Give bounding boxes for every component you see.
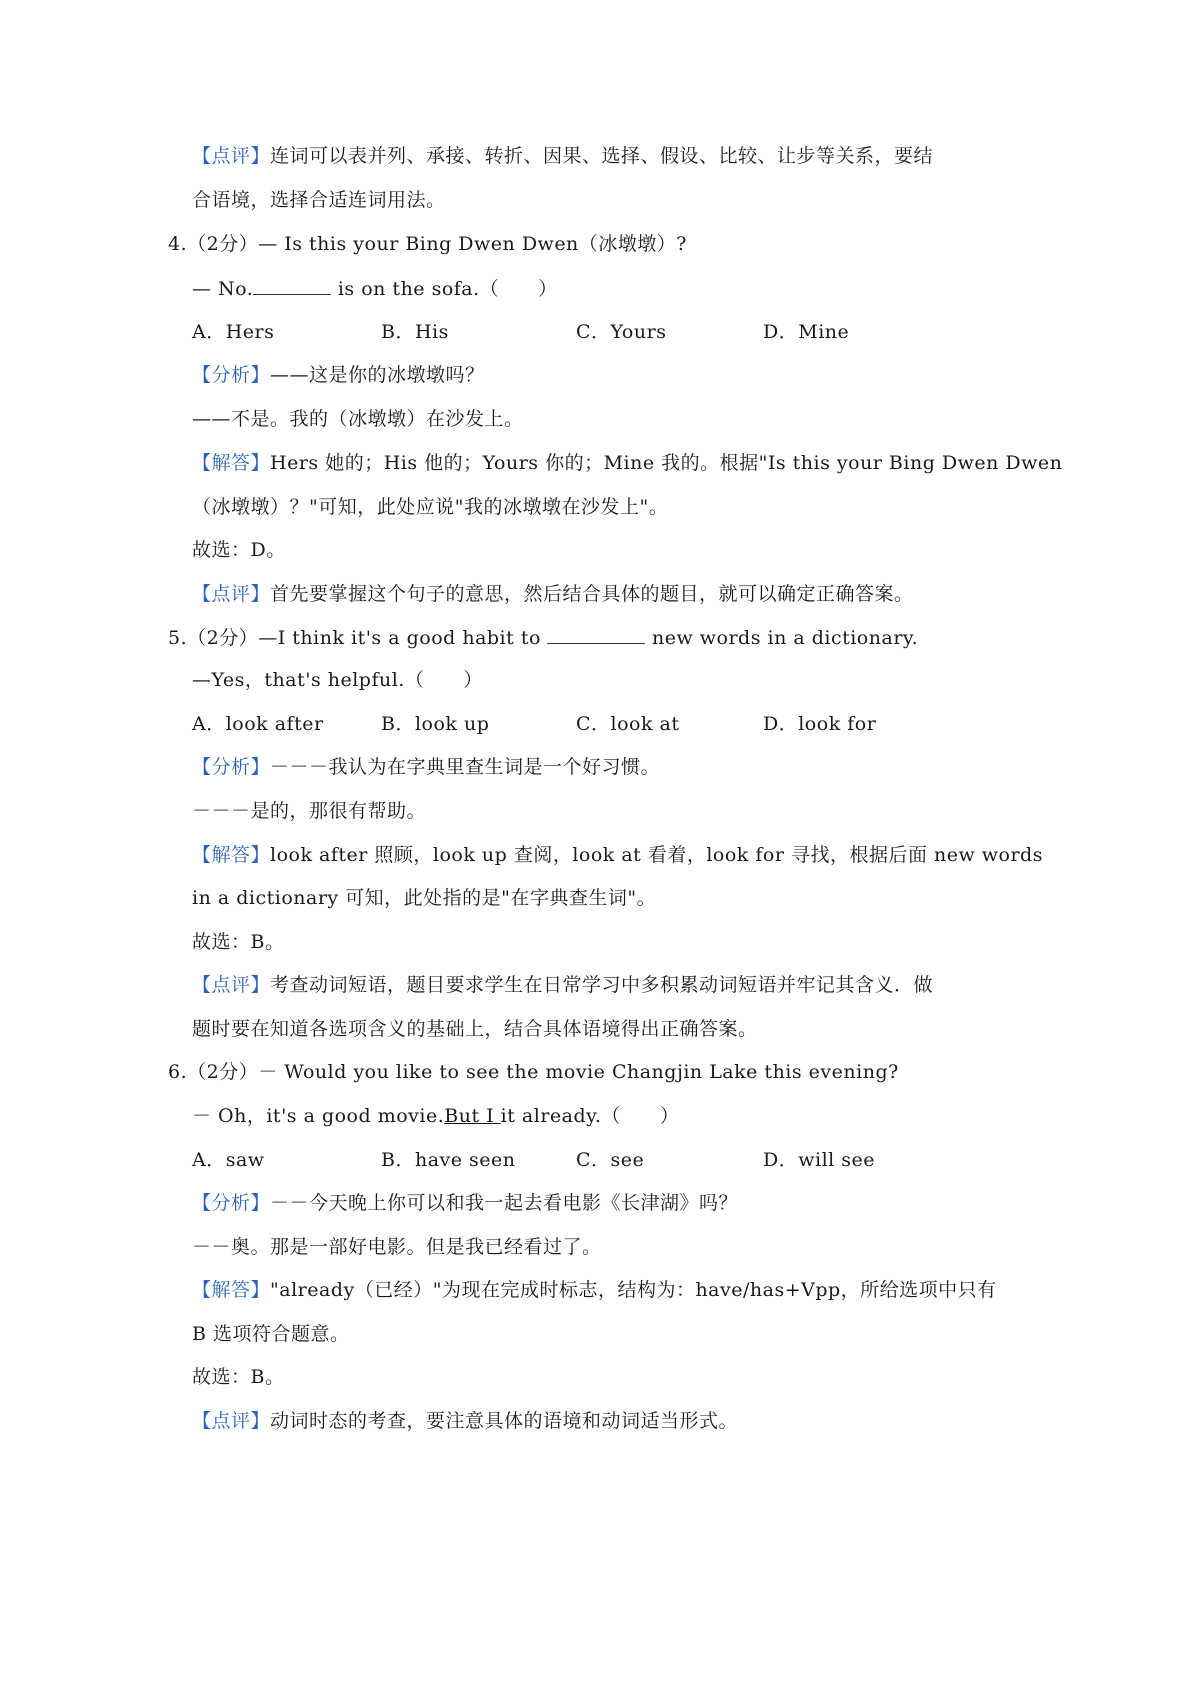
q6-answer-line-2: B 选项符合题意。 bbox=[192, 1323, 350, 1345]
comment-text: 连词可以表并列、承接、转折、因果、选择、假设、比较、让步等关系，要结 bbox=[270, 145, 934, 167]
q4-line-2-pre: — No. bbox=[192, 278, 254, 300]
prev-comment-line-2: 合语境，选择合适连词用法。 bbox=[192, 189, 446, 211]
q6-choice: 故选：B。 bbox=[192, 1366, 285, 1388]
q5-option-b: B．look up bbox=[381, 713, 490, 735]
q6-comment bbox=[192, 1407, 738, 1435]
q6-stem: 6.（2分）－ Would you like to see the movie Changjin Lake this evening? bbox=[168, 1061, 899, 1083]
q6-line-2 bbox=[192, 1102, 679, 1130]
answer-text: look after 照顾，look up 查阅，look at 看着，look for 寻找，根据后面 new words bbox=[270, 844, 1043, 866]
q6-analysis-line-1 bbox=[192, 1189, 738, 1217]
q5-option-c: C．look at bbox=[576, 713, 680, 735]
q5-analysis-line-2: －－－是的，那很有帮助。 bbox=[192, 800, 427, 822]
q4-option-c: C．Yours bbox=[576, 321, 667, 343]
q6-option-b: B．have seen bbox=[381, 1149, 516, 1171]
q4-answer-line-2: （冰墩墩）？"可知，此处应说"我的冰墩墩在沙发上"。 bbox=[192, 496, 669, 518]
analysis-tag: 【分析】 bbox=[192, 756, 271, 778]
comment-tag: 【点评】 bbox=[192, 145, 271, 167]
answer-text: "already（已经）"为现在完成时标志，结构为：have/has+Vpp，所给选项中只有 bbox=[270, 1279, 997, 1301]
analysis-tag: 【分析】 bbox=[192, 1192, 271, 1214]
answer-tag: 【解答】 bbox=[192, 1279, 271, 1301]
q4-comment bbox=[192, 580, 914, 608]
q6-line-2-post: it already.（ ） bbox=[500, 1105, 680, 1127]
answer-text: Hers 她的；His 他的；Yours 你的；Mine 我的。根据"Is this your Bing Dwen Dwen bbox=[270, 452, 1063, 474]
q5-option-d: D．look for bbox=[763, 713, 877, 735]
answer-tag: 【解答】 bbox=[192, 844, 271, 866]
analysis-text: －－今天晚上你可以和我一起去看电影《长津湖》吗？ bbox=[270, 1192, 739, 1214]
q6-option-d: D．will see bbox=[763, 1149, 876, 1171]
q4-analysis-line-1 bbox=[192, 361, 485, 389]
q4-option-d: D．Mine bbox=[763, 321, 850, 343]
q5-stem bbox=[168, 623, 918, 652]
q4-stem: 4.（2分）— Is this your Bing Dwen Dwen（冰墩墩）? bbox=[168, 233, 687, 255]
q5-comment-line-2: 题时要在知道各选项含义的基础上，结合具体语境得出正确答案。 bbox=[192, 1018, 758, 1040]
q6-line-2-pre: － Oh，it's a good movie. bbox=[192, 1105, 445, 1127]
q5-line-2: —Yes，that's helpful.（ ） bbox=[192, 669, 483, 691]
q5-stem-pre: 5.（2分）—I think it's a good habit to bbox=[168, 627, 541, 649]
comment-text: 动词时态的考查，要注意具体的语境和动词适当形式。 bbox=[270, 1410, 739, 1432]
q4-option-a: A．Hers bbox=[192, 321, 275, 343]
q5-answer-blank bbox=[547, 623, 645, 644]
q5-stem-post: new words in a dictionary. bbox=[645, 627, 919, 649]
analysis-text: ——这是你的冰墩墩吗？ bbox=[270, 364, 485, 386]
q5-answer-line-1 bbox=[192, 841, 1043, 869]
comment-text: 首先要掌握这个句子的意思，然后结合具体的题目，就可以确定正确答案。 bbox=[270, 583, 914, 605]
comment-tag: 【点评】 bbox=[192, 974, 271, 996]
q4-option-b: B．His bbox=[381, 321, 449, 343]
q5-choice: 故选：B。 bbox=[192, 931, 285, 953]
q6-option-c: C．see bbox=[576, 1149, 645, 1171]
analysis-tag: 【分析】 bbox=[192, 364, 271, 386]
q4-choice: 故选：D。 bbox=[192, 539, 286, 561]
comment-tag: 【点评】 bbox=[192, 1410, 271, 1432]
q4-line-2 bbox=[192, 274, 558, 303]
prev-comment-line-1 bbox=[192, 142, 933, 170]
q6-answer-line-1 bbox=[192, 1276, 997, 1304]
q5-option-a: A．look after bbox=[192, 713, 324, 735]
answer-tag: 【解答】 bbox=[192, 452, 271, 474]
analysis-text: －－－我认为在字典里查生词是一个好习惯。 bbox=[270, 756, 661, 778]
q5-comment-line-1 bbox=[192, 971, 933, 999]
q4-line-2-post: is on the sofa.（ ） bbox=[331, 278, 558, 300]
q4-analysis-line-2: ——不是。我的（冰墩墩）在沙发上。 bbox=[192, 408, 524, 430]
q6-underlined-text: But I bbox=[444, 1105, 501, 1127]
q5-answer-line-2: in a dictionary 可知，此处指的是"在字典查生词"。 bbox=[192, 887, 657, 909]
q6-analysis-line-2: －－奥。那是一部好电影。但是我已经看过了。 bbox=[192, 1236, 602, 1258]
q4-answer-blank bbox=[253, 274, 331, 295]
q6-option-a: A．saw bbox=[192, 1149, 265, 1171]
comment-text: 考查动词短语，题目要求学生在日常学习中多积累动词短语并牢记其含义．做 bbox=[270, 974, 934, 996]
q5-analysis-line-1 bbox=[192, 753, 660, 781]
q4-answer-line-1 bbox=[192, 449, 1062, 477]
comment-tag: 【点评】 bbox=[192, 583, 271, 605]
